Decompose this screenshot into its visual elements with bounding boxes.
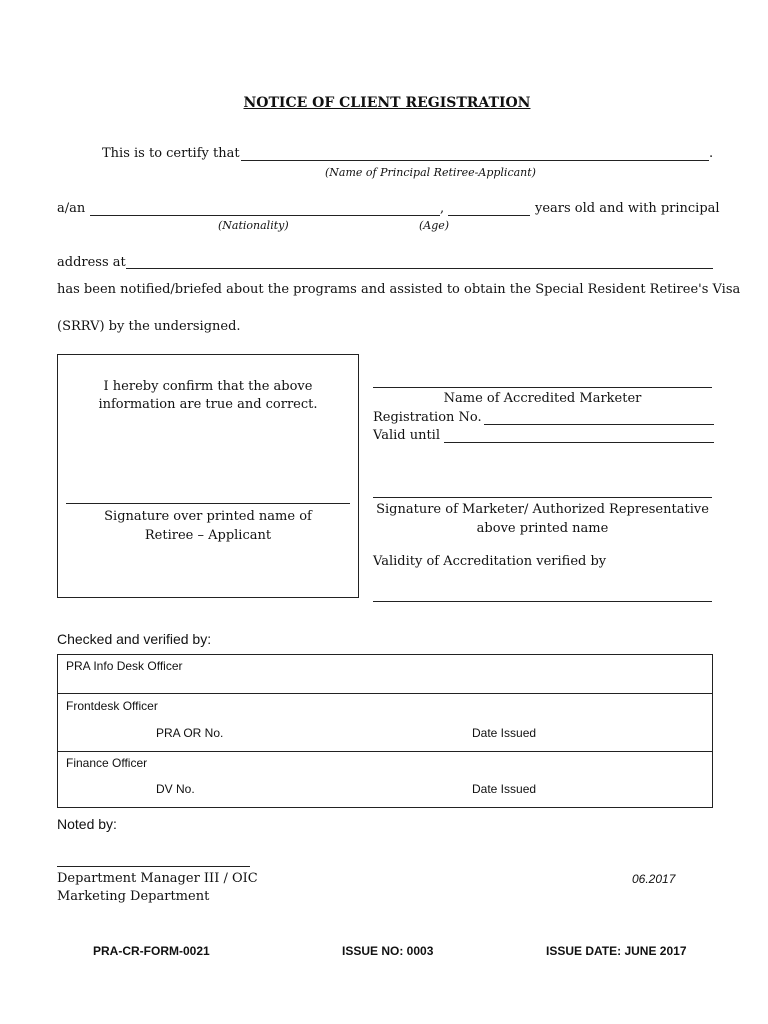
years-text: years old and with principal <box>535 201 720 216</box>
applicant-name-field[interactable] <box>241 160 709 161</box>
finance-label: Finance Officer <box>66 756 148 770</box>
retiree-signature-label-2: Retiree – Applicant <box>144 528 272 543</box>
noted-signature-field[interactable] <box>57 866 250 867</box>
footer-issue-date: ISSUE DATE: JUNE 2017 <box>546 944 687 958</box>
nationality-field[interactable] <box>90 215 440 216</box>
dv-no-label: DV No. <box>156 782 195 796</box>
address-label: address at <box>57 255 126 270</box>
applicant-name-caption: (Name of Principal Retiree-Applicant) <box>325 166 536 179</box>
srrv-text: (SRRV) by the undersigned. <box>57 319 241 334</box>
address-field[interactable] <box>126 268 713 269</box>
date-issued-label-2: Date Issued <box>472 782 537 796</box>
pra-or-label: PRA OR No. <box>156 726 224 740</box>
certify-text: This is to certify that <box>102 146 240 161</box>
registration-label: Registration No. <box>373 410 482 425</box>
noted-title-2: Marketing Department <box>57 889 210 904</box>
info-desk-label: PRA Info Desk Officer <box>66 659 183 673</box>
validity-label: Validity of Accreditation verified by <box>373 554 607 569</box>
frontdesk-row <box>57 693 713 751</box>
age-field[interactable] <box>448 215 530 216</box>
nationality-caption: (Nationality) <box>218 219 289 232</box>
footer-form-code: PRA-CR-FORM-0021 <box>93 944 210 958</box>
registration-field[interactable] <box>484 424 714 425</box>
age-caption: (Age) <box>419 219 450 232</box>
finance-row <box>57 751 713 808</box>
aan-label: a/an <box>57 201 86 216</box>
retiree-confirmation-box <box>57 354 359 598</box>
marketer-signature-label-1: Signature of Marketer/ Authorized Representative <box>376 502 709 517</box>
retiree-signature-field[interactable] <box>66 503 350 504</box>
frontdesk-label: Frontdesk Officer <box>66 699 158 713</box>
date-issued-label-1: Date Issued <box>472 726 537 740</box>
retiree-signature-label-1: Signature over printed name of <box>104 509 312 524</box>
valid-until-label: Valid until <box>373 428 440 443</box>
confirm-line-2: information are true and correct. <box>98 397 318 412</box>
validity-verifier-field[interactable] <box>373 601 712 602</box>
noted-heading: Noted by: <box>57 816 117 832</box>
notified-text: has been notified/briefed about the programs and assisted to obtain the Special Resident Retiree's Visa <box>57 282 741 297</box>
marketer-name-label: Name of Accredited Marketer <box>443 391 642 406</box>
confirm-line-1: I hereby confirm that the above <box>103 379 313 394</box>
form-version: 06.2017 <box>632 872 676 886</box>
checked-verified-heading: Checked and verified by: <box>57 631 212 647</box>
marketer-signature-field[interactable] <box>373 497 712 498</box>
footer-issue-no: ISSUE NO: 0003 <box>342 944 434 958</box>
noted-title-1: Department Manager III / OIC <box>57 871 258 886</box>
marketer-signature-label-2: above printed name <box>476 521 609 536</box>
info-desk-row <box>57 654 713 694</box>
page-title: NOTICE OF CLIENT REGISTRATION <box>243 95 531 111</box>
marketer-name-field[interactable] <box>373 387 712 388</box>
valid-until-field[interactable] <box>444 442 714 443</box>
